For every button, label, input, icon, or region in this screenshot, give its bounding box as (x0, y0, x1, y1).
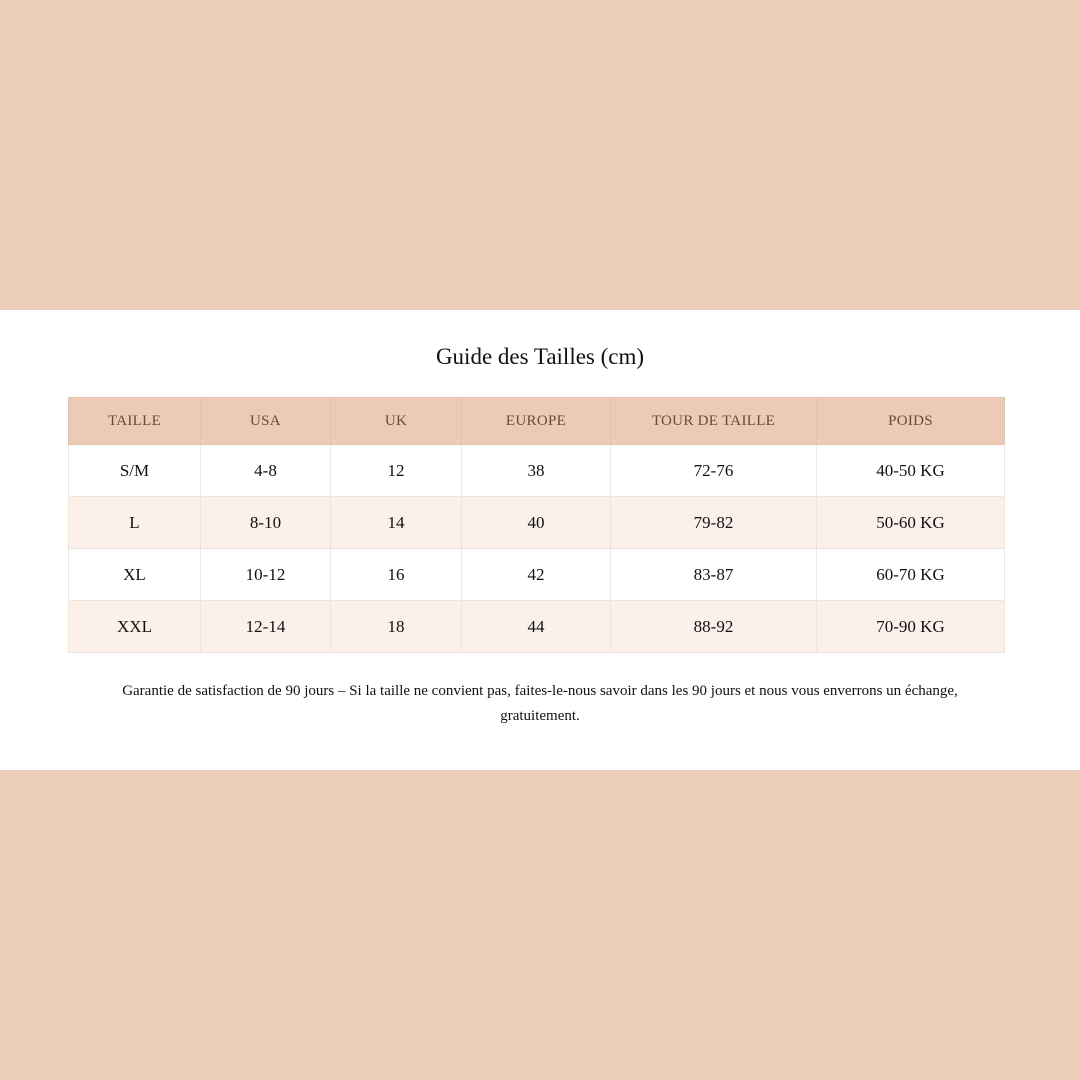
cell-usa: 10-12 (201, 549, 331, 601)
cell-taille: L (69, 497, 201, 549)
cell-poids: 60-70 KG (817, 549, 1005, 601)
cell-usa: 4-8 (201, 445, 331, 497)
cell-usa: 8-10 (201, 497, 331, 549)
table-row (69, 601, 1005, 653)
bottom-background-band (0, 770, 1080, 1080)
header-tour-de-taille: TOUR DE TAILLE (611, 398, 817, 445)
cell-uk: 14 (331, 497, 462, 549)
table-header-row (69, 398, 1005, 445)
page-title: Guide des Tailles (cm) (435, 344, 645, 369)
cell-europe: 42 (462, 549, 611, 601)
cell-tour-de-taille: 88-92 (611, 601, 817, 653)
cell-europe: 40 (462, 497, 611, 549)
cell-poids: 70-90 KG (817, 601, 1005, 653)
cell-tour-de-taille: 72-76 (611, 445, 817, 497)
table-row (69, 497, 1005, 549)
table-row (69, 549, 1005, 601)
cell-poids: 40-50 KG (817, 445, 1005, 497)
cell-tour-de-taille: 79-82 (611, 497, 817, 549)
cell-uk: 16 (331, 549, 462, 601)
header-uk: UK (331, 398, 462, 445)
cell-europe: 38 (462, 445, 611, 497)
note-line-2: gratuitement. (500, 708, 580, 724)
cell-usa: 12-14 (201, 601, 331, 653)
header-usa: USA (201, 398, 331, 445)
satisfaction-guarantee-note (90, 679, 990, 729)
cell-taille: XL (69, 549, 201, 601)
cell-taille: S/M (69, 445, 201, 497)
cell-uk: 18 (331, 601, 462, 653)
note-line-1: Garantie de satisfaction de 90 jours – Si la taille ne convient pas, faites-le-nous savoir dans les 90 jours et nous vous enverrons un échange, (122, 683, 958, 699)
header-taille: TAILLE (69, 398, 201, 445)
header-europe: EUROPE (462, 398, 611, 445)
cell-tour-de-taille: 83-87 (611, 549, 817, 601)
cell-europe: 44 (462, 601, 611, 653)
cell-uk: 12 (331, 445, 462, 497)
cell-taille: XXL (69, 601, 201, 653)
header-poids: POIDS (817, 398, 1005, 445)
table-row (69, 445, 1005, 497)
top-background-band (0, 0, 1080, 310)
cell-poids: 50-60 KG (817, 497, 1005, 549)
size-guide-panel (0, 310, 1080, 770)
size-chart-table (68, 397, 1005, 653)
